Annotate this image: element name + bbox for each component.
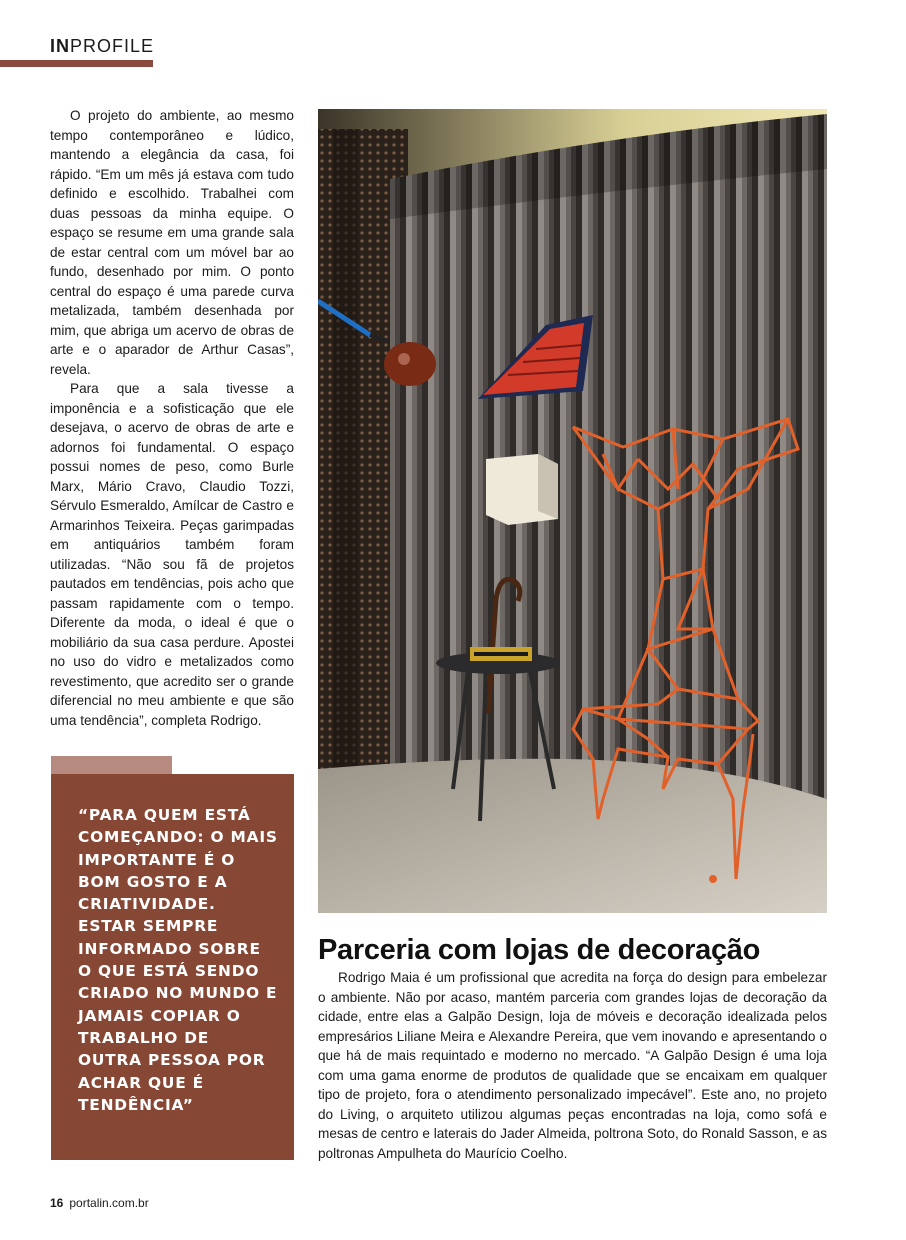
section-header xyxy=(50,36,154,57)
left-paragraph-1: O projeto do ambiente, ao mesmo tempo contemporâneo e lúdico, mantendo a elegância da casa, foi rápido. “Em um mês já estava com tudo definido e escolhido. Trabalhei com duas pessoas da minha equipe. O espaço se resume em uma grande sala de estar central com um móvel bar ao fundo, desenhado por mim. O ponto central do espaço é uma parede curva metalizada, também desenhada por mim, que abriga um acervo de obras de arte e o aparador de Arthur Casas”, revela. xyxy=(50,108,294,377)
header-accent-bar xyxy=(0,60,153,67)
wall-lamp xyxy=(384,342,436,386)
section-label-light: PROFILE xyxy=(70,36,155,56)
marble-floor xyxy=(318,759,827,913)
article-paragraph-1: Rodrigo Maia é um profissional que acredita na força do design para embelezar o ambiente. Não por acaso, mantém parceria com grandes lojas de decoração da cidade, entre elas a Galpão Design, loja de móveis e decoração idealizada pelos empresários Liliane Meira e Alexandre Pereira, que vem inovando e apresentando o que há de mais requintado e moderno no mercado. “A Galpão Design é uma loja com uma gama enorme de produtos de qualidade que se encaixam em qualquer tipo de projeto, fora o atendimento personalizado impecável”. Este ano, no projeto do Living, o arquiteto utilizou algumas peças encontradas na loja, como sofá e mesas de centro e laterais do Jader Almeida, poltrona Soto, do Ronald Sasson, e as poltronas Ampulheta do Maurício Coelho. xyxy=(318,970,827,1161)
left-text-column xyxy=(50,106,294,730)
article-heading: Parceria com lojas de decoração xyxy=(318,934,761,966)
pull-quote-tab xyxy=(51,756,172,774)
article-body xyxy=(318,968,827,1163)
pull-quote-box xyxy=(51,774,294,1160)
page-footer xyxy=(50,1196,149,1210)
section-label-bold: IN xyxy=(50,36,70,56)
footer-site: portalin.com.br xyxy=(69,1196,149,1210)
left-paragraph-2: Para que a sala tivesse a imponência e a sofisticação que ele desejava, o acervo de obras de arte e adornos foi fundamental. O espaço possui nomes de peso, como Burle Marx, Mário Cravo, Claudio Tozzi, Sérvulo Esmeraldo, Amílcar de Castro e Armarinhos Teixeira. Peças garimpadas em antiquários também foram utilizadas. “Não sou fã de projetos pautados em tendências, pois acho que passam rapidamente com o tempo. Diferente da moda, o ideal é que o mobiliário da sua casa perdure. Apostei no uso do vidro e metalizados como revestimento, que acredito ser o grande diferencial no meu ambiente e que são uma tendência”, completa Rodrigo. xyxy=(50,381,294,728)
interior-photo xyxy=(318,109,827,913)
curved-metal-wall xyxy=(390,114,827,799)
page-number: 16 xyxy=(50,1196,64,1210)
pull-quote-text: “PARA QUEM ESTÁ COMEÇANDO: O MAIS IMPORTANTE É O BOM GOSTO E A CRIATIVIDADE. ESTAR SEMPRE INFORMADO SOBRE O QUE ESTÁ SENDO CRIADO NO MUNDO E JAMAIS COPIAR O TRABALHO DE OUTRA PESSOA POR ACHAR QUE É TENDÊNCIA” xyxy=(78,806,278,1114)
